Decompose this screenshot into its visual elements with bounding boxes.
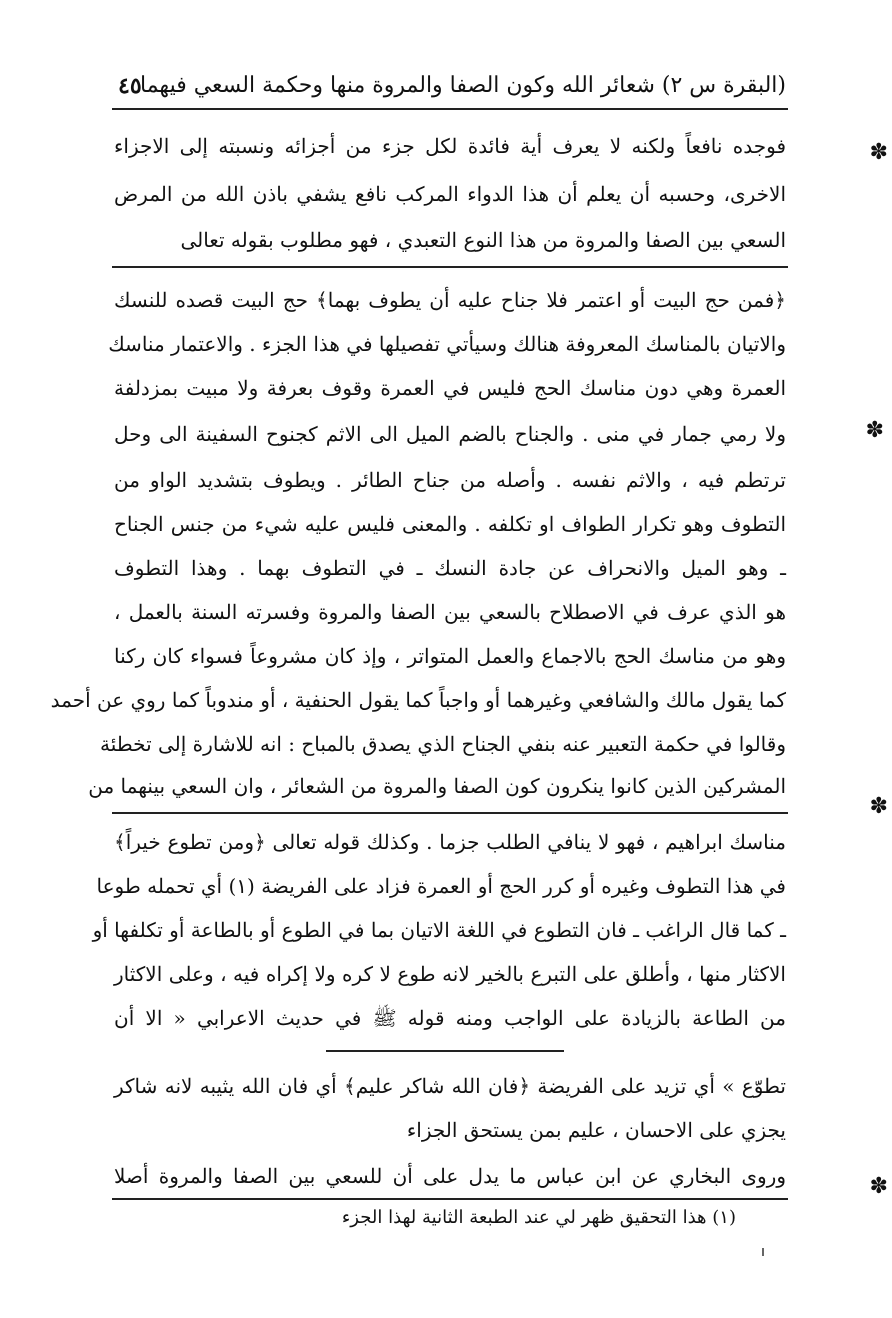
margin-ornament-icon: ✽ xyxy=(869,1174,888,1199)
footnote: (١) هذا التحقيق ظهر لي عند الطبعة الثانية لهذا الجزء xyxy=(341,1207,736,1228)
text-line: ترتطم فيه ، والاثم نفسه . وأصله من جناح الطائر . ويطوف بتشديد الواو من xyxy=(114,468,786,492)
text-line: العمرة وهي دون مناسك الحج فليس في العمرة وقوف بعرفة ولا مبيت بمزدلفة xyxy=(114,376,786,400)
text-line: كما يقول مالك والشافعي وغيرهما أو واجباً كما يقول الحنفية ، أو مندوباً كما روي عن أحمد xyxy=(50,688,786,712)
text-line: ﴿فمن حج البيت أو اعتمر فلا جناح عليه أن يطوف بهما﴾ حج البيت قصده للنسك xyxy=(114,288,786,312)
text-line: الاكثار منها ، وأطلق على التبرع بالخير لانه طوع لا كره ولا إكراه فيه ، وعلى الاكثار xyxy=(114,962,786,986)
text-line: في هذا التطوف وغيره أو كرر الحج أو العمرة فزاد على الفريضة (١) أي تحمله طوعا xyxy=(96,874,786,898)
scan-artifact xyxy=(762,1248,764,1256)
text-line: وهو من مناسك الحج بالاجماع والعمل المتواتر ، وإذ كان مشروعاً فسواء كان ركنا xyxy=(114,644,786,668)
text-line: وقالوا في حكمة التعبير عنه بنفي الجناح الذي يصدق بالمباح : انه للاشارة إلى تخطئة xyxy=(100,732,786,756)
section-rule xyxy=(112,266,788,268)
margin-ornament-icon: ✽ xyxy=(865,418,884,443)
text-line: فوجده نافعاً ولكنه لا يعرف أية فائدة لكل جزء من أجزائه ونسبته إلى الاجزاء xyxy=(114,134,786,158)
page-number: ٤٥ xyxy=(118,73,142,99)
text-line: وروى البخاري عن ابن عباس ما يدل على أن للسعي بين الصفا والمروة أصلا xyxy=(114,1164,786,1188)
text-line: الاخرى، وحسبه أن يعلم أن هذا الدواء المركب نافع يشفي باذن الله من المرض xyxy=(114,182,786,206)
divider-rule xyxy=(326,1050,564,1052)
text-line: التطوف وهو تكرار الطواف او تكلفه . والمعنى فليس عليه شيء من جنس الجناح xyxy=(114,512,786,536)
text-line: ولا رمي جمار في منى . والجناح بالضم الميل الى الاثم كجنوح السفينة الى وحل xyxy=(114,422,786,446)
text-line: يجزي على الاحسان ، عليم بمن يستحق الجزاء xyxy=(406,1118,786,1142)
text-line: مناسك ابراهيم ، فهو لا ينافي الطلب جزما . وكذلك قوله تعالى ﴿ومن تطوع خيراً﴾ xyxy=(114,830,786,854)
text-line: من الطاعة بالزيادة على الواجب ومنه قوله ﷺ في حديث الاعرابي « الا أن xyxy=(114,1006,786,1030)
header-rule xyxy=(112,108,788,110)
running-title: (البقرة س ٢) شعائر الله وكون الصفا والمروة منها وحكمة السعي فيهما xyxy=(140,73,786,98)
margin-ornament-icon: ✽ xyxy=(869,794,888,819)
margin-ornament-icon: ✽ xyxy=(869,140,888,165)
text-line: هو الذي عرف في الاصطلاح بالسعي بين الصفا والمروة وفسرته السنة بالعمل ، xyxy=(114,600,786,624)
text-line: ـ وهو الميل والانحراف عن جادة النسك ـ في التطوف بهما . وهذا التطوف xyxy=(114,556,786,580)
text-line: والاتيان بالمناسك المعروفة هنالك وسيأتي تفصيلها في هذا الجزء . والاعتمار مناسك xyxy=(108,332,786,356)
text-line: تطوّع » أي تزيد على الفريضة ﴿فان الله شاكر عليم﴾ أي فان الله يثيبه لانه شاكر xyxy=(114,1074,787,1098)
text-line: السعي بين الصفا والمروة من هذا النوع التعبدي ، فهو مطلوب بقوله تعالى xyxy=(180,228,786,252)
text-line: ـ كما قال الراغب ـ فان التطوع في اللغة الاتيان بما في الطوع أو بالطاعة أو تكلفها أو xyxy=(92,918,786,942)
text-line: المشركين الذين كانوا ينكرون كون الصفا والمروة من الشعائر ، وان السعي بينهما من xyxy=(88,774,786,798)
page-header xyxy=(118,66,786,106)
section-rule xyxy=(112,812,788,814)
